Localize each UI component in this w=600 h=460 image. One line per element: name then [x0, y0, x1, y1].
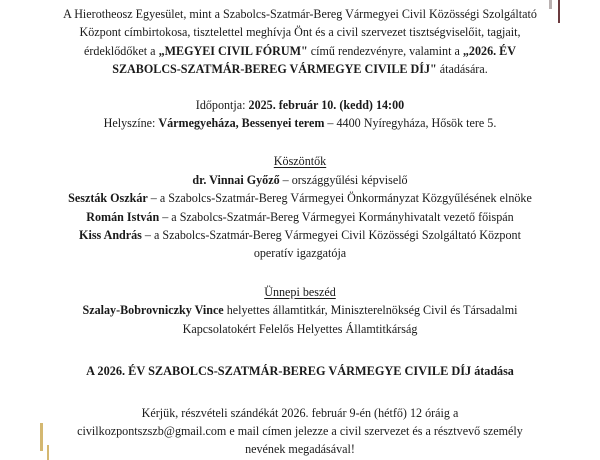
rsvp-line-2: [62, 422, 538, 440]
scan-edge-mark-right: [558, 0, 560, 23]
speaker-role: helyettes államtitkár, Miniszterelnökség Civil és Társadalmi Kapcsolatokért Felelős Helyettes Államtitkárság: [182, 303, 518, 336]
list-item: [62, 189, 538, 207]
speech-heading: [62, 283, 538, 301]
greeter-role: – országgyűlési képviselő: [279, 172, 408, 187]
event-place-line: [62, 114, 538, 132]
list-item: [62, 208, 538, 226]
scan-edge-mark-right-faint: [549, 0, 552, 9]
award-ceremony-title: [62, 362, 538, 380]
list-item: [62, 171, 538, 189]
award-title-suffix: átadása: [471, 364, 514, 379]
rsvp-line-1: Kérjük, részvételi szándékát 2026. február 9-én (hétfő) 12 óráig a: [141, 405, 459, 420]
event-time-label: Időpontja:: [195, 97, 249, 112]
event-place-value: Vármegyeháza, Bessenyei terem: [158, 116, 325, 131]
event-time-value: 2025. február 10. (kedd) 14:00: [248, 97, 405, 112]
greeter-role: – a Szabolcs-Szatmár-Bereg Vármegyei Önkormányzat Közgyűlésének elnöke: [147, 191, 532, 206]
greetings-section: [62, 152, 538, 262]
intro-text-part2: című rendezvényre, valamint a: [307, 43, 463, 58]
speech-heading-text: Ünnepi beszéd: [264, 284, 336, 299]
intro-text-part3: átadására.: [436, 62, 488, 77]
rsvp-line-2-text: e mail címen jelezze a civil szervezet és a résztvevő személy: [226, 423, 523, 438]
award-title-main: A 2026. ÉV SZABOLCS-SZATMÁR-BEREG VÁRMEGYE CIVILE DÍJ: [86, 364, 472, 379]
event-time-line: [62, 96, 538, 114]
speech-section: [62, 283, 538, 338]
event-place-address: – 4400 Nyíregyháza, Hősök tere 5.: [324, 116, 497, 131]
greeter-role: – a Szabolcs-Szatmár-Bereg Vármegyei Civil Közösségi Szolgáltató Központ operatív igazgatója: [141, 228, 521, 261]
event-place-label: Helyszíne:: [103, 116, 159, 131]
list-item: [62, 226, 538, 263]
invitation-intro-paragraph: [62, 0, 538, 79]
speech-speaker: [62, 301, 538, 338]
greeter-name: Román István: [86, 209, 160, 224]
speaker-name: Szalay-Bobrovniczky Vince: [82, 303, 224, 318]
greeter-name: Kiss András: [79, 228, 142, 243]
greeter-name: Seszták Oszkár: [68, 191, 148, 206]
intro-text-part1: A Hierotheosz Egyesület, mint a Szabolcs-Szatmár-Bereg Vármegyei Civil Közösségi Szolgáltató Központ címbirtokosa, tisztelettel meghívja Önt és a civil szervezet tisztségviselőit, tagjait, érdeklődőket a: [63, 7, 537, 58]
greeter-role: – a Szabolcs-Szatmár-Bereg Vármegyei Kormányhivatalt vezető főispán: [159, 209, 514, 224]
rsvp-paragraph: [62, 404, 538, 459]
scan-edge-mark-left-small: [47, 445, 49, 460]
scan-edge-mark-left: [40, 423, 43, 451]
greetings-heading-text: Köszöntők: [273, 154, 327, 169]
rsvp-line-3: nevének megadásával!: [245, 442, 355, 457]
award-name: „2026. ÉV SZABOLCS-SZATMÁR-BEREG VÁRMEGYE CIVILE DÍJ": [112, 43, 516, 77]
rsvp-email[interactable]: civilkozpontszszb@gmail.com: [77, 423, 227, 438]
event-name: „MEGYEI CIVIL FÓRUM": [158, 43, 308, 58]
greeter-name: dr. Vinnai Győző: [192, 172, 280, 187]
event-details: [62, 96, 538, 133]
greetings-heading: [62, 152, 538, 170]
